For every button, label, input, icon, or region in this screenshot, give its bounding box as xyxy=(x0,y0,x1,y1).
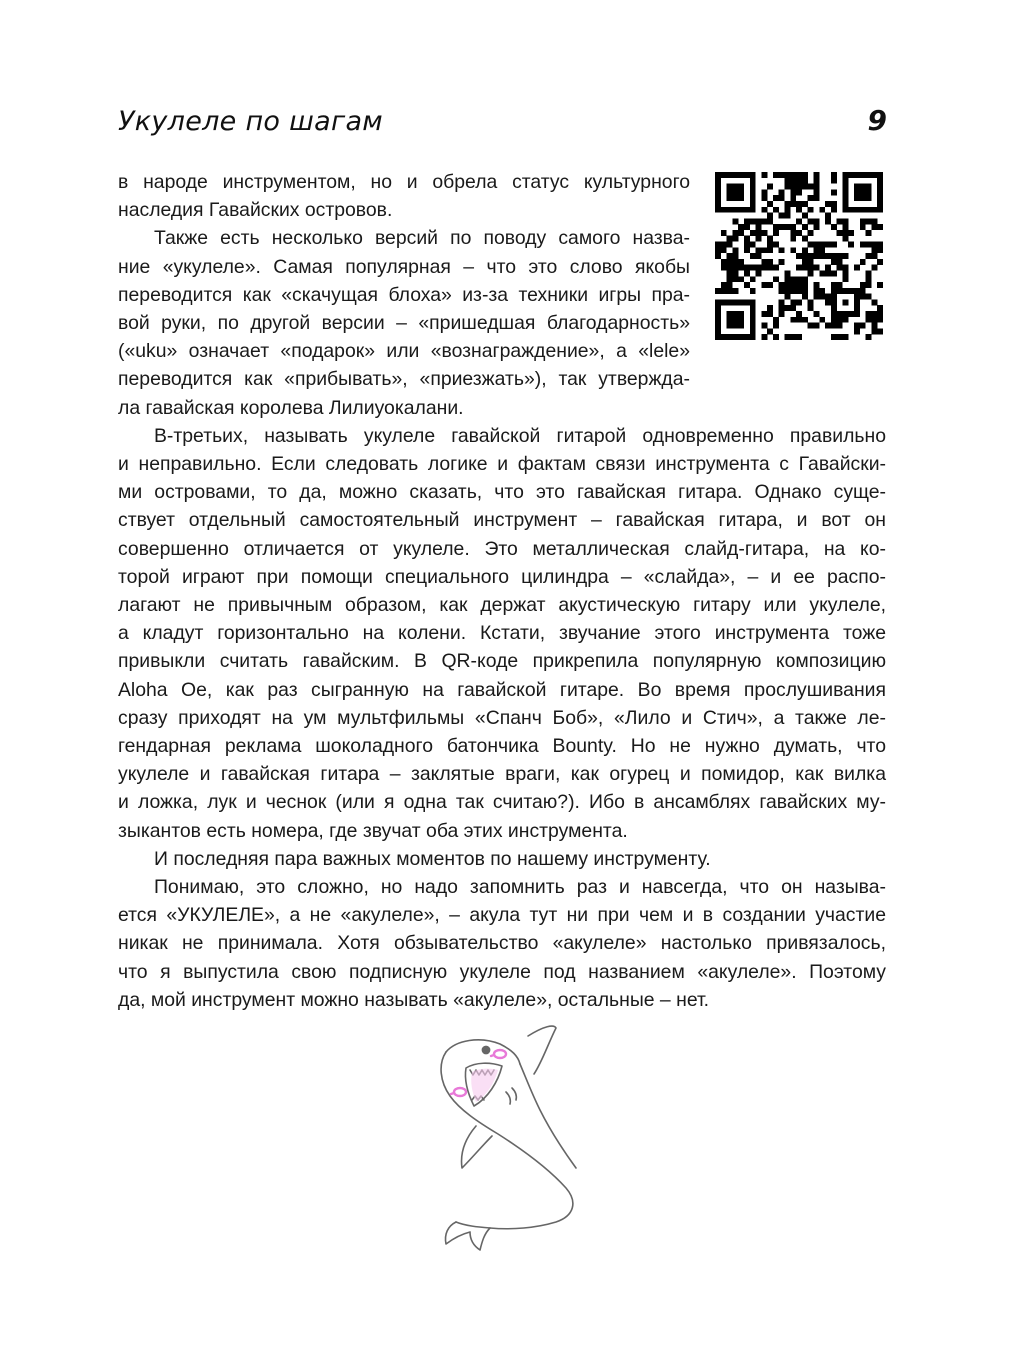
text-line: И последняя пара важных моментов по нашему инструменту. xyxy=(154,847,711,870)
text-line: В-третьих, называть укулеле гавайской гитарой одновременно правильно xyxy=(154,424,886,447)
text-line: да, мой инструмент можно называть «акулеле», остальные – нет. xyxy=(118,988,710,1011)
text-line: и неправильно. Если следовать логике и фактам связи инструмента с Гавайски- xyxy=(118,453,886,476)
text-line: («uku» означает «подарок» или «вознаграждение», а «lele» xyxy=(118,340,690,363)
shark-illustration-icon xyxy=(416,1022,586,1252)
paragraph-1 xyxy=(118,168,690,224)
running-title: Укулеле по шагам xyxy=(118,106,383,137)
text-line: а кладут горизонтально на колени. Кстати, звучание этого инструмента тоже xyxy=(118,622,886,645)
text-line: ствует отдельный самостоятельный инструмент – гавайская гитара, и вот он xyxy=(118,509,886,532)
text-line: укулеле и гавайская гитара – заклятые враги, как огурец и помидор, как вилка xyxy=(118,763,886,786)
page-number: 9 xyxy=(867,104,887,137)
text-line: привыкли считать гавайским. В QR-коде прикрепила популярную композицию xyxy=(118,650,886,673)
text-line: совершенно отличается от укулеле. Это металлическая слайд-гитара, на ко- xyxy=(118,537,886,560)
paragraph-4 xyxy=(118,845,886,873)
text-line: и ложка, лук и чеснок (или я одна так считаю?). Ибо в ансамблях гавайских му- xyxy=(118,791,886,814)
text-line: ми островами, то да, можно сказать, что это гавайская гитара. Однако суще- xyxy=(118,481,886,504)
text-line: Понимаю, это сложно, но надо запомнить раз и навсегда, что он называ- xyxy=(154,876,886,899)
text-line: что я выпустила свою подписную укулеле под названием «акулеле». Поэтому xyxy=(118,960,886,983)
text-line: лагают не привычным образом, как держат акустическую гитару или укулеле, xyxy=(118,594,886,617)
text-line: никак не принимала. Хотя обзывательство «акулеле» настолько привязалось, xyxy=(118,932,886,955)
text-line: ла гавайская королева Лилиуокалани. xyxy=(118,396,464,419)
text-line: наследия Гавайских островов. xyxy=(118,199,393,222)
text-line: в народе инструментом, но и обрела статус культурного xyxy=(118,171,690,193)
text-line: сразу приходят на ум мультфильмы «Спанч Боб», «Лило и Стич», а также ле- xyxy=(118,706,886,729)
paragraph-5 xyxy=(118,873,886,1014)
text-line: торой играют при помощи специального цилиндра – «слайда», – и ее распо- xyxy=(118,565,886,588)
text-line: ние «укулеле». Самая популярная – что это слово якобы xyxy=(118,255,690,278)
paragraph-2 xyxy=(118,224,690,421)
body-text xyxy=(118,168,886,1014)
text-line: вой руки, по другой версии – «пришедшая благодарность» xyxy=(118,312,690,335)
text-line: зыкантов есть номера, где звучат оба этих инструмента. xyxy=(118,819,628,842)
paragraph-3 xyxy=(118,422,886,845)
text-line: переводится как «прибывать», «приезжать»), так утвержда- xyxy=(118,368,690,391)
text-line: переводится как «скачущая блоха» из-за техники игры пра- xyxy=(118,283,690,306)
text-line: гендарная реклама шоколадного батончика Bounty. Но не нужно думать, что xyxy=(118,735,886,758)
text-line: Aloha Oe, как раз сыгранную на гавайской гитаре. Во время прослушивания xyxy=(118,678,886,701)
text-line: Также есть несколько версий по поводу самого назва- xyxy=(154,227,690,250)
text-line: ется «УКУЛЕЛЕ», а не «акулеле», – акула тут ни при чем и в создании участие xyxy=(118,904,886,927)
